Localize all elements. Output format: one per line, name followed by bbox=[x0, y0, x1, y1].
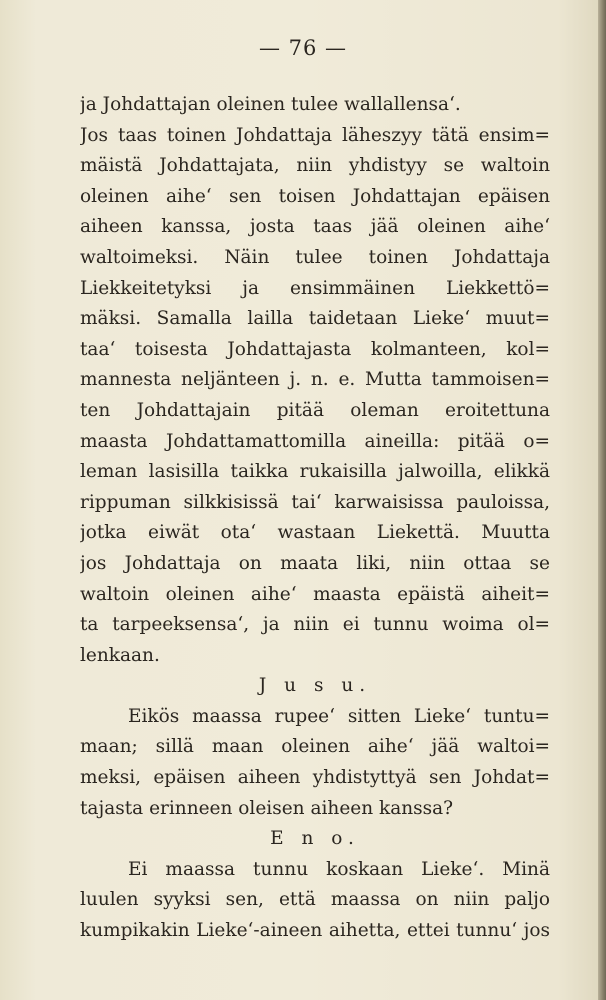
text-line: Jos taas toinen Johdattaja läheszyy tätä ensim= bbox=[80, 124, 550, 146]
speaker-name: E n o. bbox=[270, 828, 360, 850]
text-line: mäksi. Samalla lailla taidetaan Lieke‘ muut= bbox=[80, 308, 550, 330]
text-line: ten Johdattajain pitää oleman eroitettuna bbox=[80, 399, 550, 421]
text-line: jos Johdattaja on maata liki, niin ottaa se bbox=[80, 552, 550, 574]
text-line: leman lasisilla taikka rukaisilla jalwoilla, elikkä bbox=[80, 461, 550, 483]
text-line: kumpikakin Lieke‘-aineen aihetta, ettei tunnu‘ jos bbox=[80, 920, 550, 942]
speaker-name: J u s u. bbox=[258, 675, 372, 697]
page-number: — 76 — bbox=[258, 36, 348, 60]
text-line: oleinen aihe‘ sen toisen Johdattajan epäisen bbox=[80, 185, 550, 207]
text-line: meksi, epäisen aiheen yhdistyttyä sen Johdat= bbox=[80, 767, 550, 789]
text-line: rippuman silkkisissä tai‘ karwaisissa pauloissa, bbox=[80, 491, 550, 513]
text-line: Liekkeitetyksi ja ensimmäinen Liekkettö= bbox=[80, 277, 550, 299]
text-line: taa‘ toisesta Johdattajasta kolmanteen, kol= bbox=[80, 338, 550, 360]
text-line: Eikös maassa rupee‘ sitten Lieke‘ tuntu= bbox=[128, 705, 550, 727]
text-line: mäistä Johdattajata, niin yhdistyy se waltoin bbox=[80, 155, 550, 177]
text-line: ja Johdattajan oleinen tulee wallallensa‘. bbox=[80, 94, 461, 115]
text-line: maan; sillä maan oleinen aihe‘ jää waltoi= bbox=[80, 736, 550, 758]
body-text bbox=[80, 90, 550, 947]
text-line: tajasta erinneen oleisen aiheen kanssa? bbox=[80, 797, 454, 819]
text-line: luulen syyksi sen, että maassa on niin paljo bbox=[80, 889, 550, 911]
text-line: lenkaan. bbox=[80, 644, 160, 666]
text-line: Ei maassa tunnu koskaan Lieke‘. Minä bbox=[128, 858, 550, 880]
text-line: mannesta neljänteen j. n. e. Mutta tammoisen= bbox=[80, 369, 550, 391]
text-line: aiheen kanssa, josta taas jää oleinen aihe‘ bbox=[80, 216, 550, 238]
text-line: ta tarpeeksensa‘, ja niin ei tunnu woima ol= bbox=[80, 614, 550, 636]
text-line: jotka eiwät ota‘ wastaan Liekettä. Muutta bbox=[80, 522, 550, 544]
text-line: waltoin oleinen aihe‘ maasta epäistä aiheit= bbox=[80, 583, 550, 605]
text-line: waltoimeksi. Näin tulee toinen Johdattaja bbox=[80, 246, 550, 268]
text-line: maasta Johdattamattomilla aineilla: pitää o= bbox=[80, 430, 550, 452]
page-edge bbox=[598, 0, 606, 1000]
